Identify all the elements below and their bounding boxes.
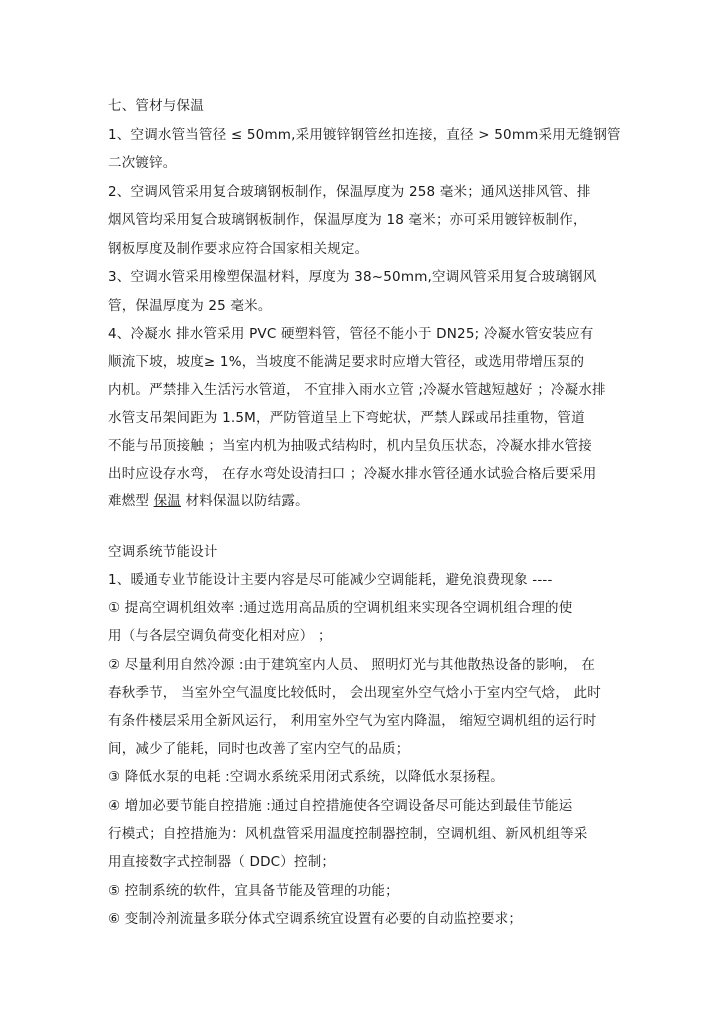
paragraph-line: 1、空调水管当管径 ≤ 50mm,采用镀锌钢管丝扣连接，直径 > 50mm采用无缝钢管: [108, 127, 621, 143]
paragraph-line: 用（与各层空调负荷变化相对应） ；: [108, 628, 332, 644]
paragraph-line: 春秋季节， 当室外空气温度比较低时， 会出现室外空气焓小于室内空气焓， 此时: [108, 685, 601, 701]
paragraph-line: ⑤ 控制系统的软件，宜具备节能及管理的功能；: [108, 883, 399, 899]
paragraph-line: 不能与吊顶接触 ；当室内机为抽吸式结构时，机内呈负压状态，冷凝水排水管接: [108, 438, 592, 454]
underlined-text: 保温: [153, 493, 181, 509]
section-heading-pipes-insulation: 七、管材与保温: [108, 98, 204, 114]
paragraph-line: 二次镀锌。: [108, 155, 177, 171]
paragraph-line: 1、暖通专业节能设计主要内容是尽可能减少空调能耗，避免浪费现象 ----: [108, 572, 553, 588]
paragraph-line: ① 提高空调机组效率 :通过选用高品质的空调机组来实现各空调机组合理的使: [108, 600, 573, 616]
text-run: 材料保温以防结露。: [181, 493, 309, 509]
paragraph-line: 间，减少了能耗，同时也改善了室内空气的品质；: [108, 741, 410, 757]
paragraph-line: 烟风管均采用复合玻璃钢板制作，保温厚度为 18 毫米；亦可采用镀锌板制作，: [108, 212, 587, 228]
paragraph-line: 用直接数字式控制器（ DDC）控制；: [108, 854, 336, 870]
section-heading-energy-saving: 空调系统节能设计: [108, 544, 218, 560]
paragraph-line: 出时应设存水弯， 在存水弯处设清扫口 ；冷凝水排水管径通水试验合格后要采用: [108, 466, 597, 482]
paragraph-line: 行模式；自控措施为：风机盘管采用温度控制器控制，空调机组、新风机组等采: [108, 826, 588, 842]
paragraph-line: 顺流下坡，坡度≥ 1%，当坡度不能满足要求时应增大管径，或选用带增压泵的: [108, 354, 585, 370]
paragraph-line: 2、空调风管采用复合玻璃钢板制作，保温厚度为 258 毫米；通风送排风管、排: [108, 184, 591, 200]
text-run: 难燃型: [108, 493, 154, 509]
paragraph-line: ② 尽量利用自然冷源 :由于建筑室内人员、 照明灯光与其他散热设备的影响， 在: [108, 657, 596, 673]
paragraph-line: 有条件楼层采用全新风运行， 利用室外空气为室内降温， 缩短空调机组的运行时: [108, 713, 597, 729]
paragraph-line: ④ 增加必要节能自控措施 :通过自控措施使各空调设备尽可能达到最佳节能运: [108, 798, 573, 814]
paragraph-line-last: [108, 491, 628, 511]
paragraph-line: 钢板厚度及制作要求应符合国家相关规定。: [108, 241, 369, 257]
paragraph-line: 管，保温厚度为 25 毫米。: [108, 298, 272, 314]
paragraph-line: ③ 降低水泵的电耗 :空调水系统采用闭式系统，以降低水泵扬程。: [108, 769, 504, 785]
paragraph-line: ⑥ 变制冷剂流量多联分体式空调系统宜设置有必要的自动监控要求；: [108, 911, 523, 927]
paragraph-line: 4、冷凝水 排水管采用 PVC 硬塑料管，管径不能小于 DN25; 冷凝水管安装应有: [108, 326, 594, 342]
paragraph-line: 3、空调水管采用橡塑保温材料，厚度为 38~50mm,空调风管采用复合玻璃钢风: [108, 269, 597, 285]
paragraph-line: 水管支吊架间距为 1.5M，严防管道呈上下弯蛇状，严禁人踩或吊挂重物，管道: [108, 410, 585, 426]
paragraph-line: 内机。严禁排入生活污水管道， 不宜排入雨水立管 ;冷凝水管越短越好 ；冷凝水排: [108, 382, 606, 398]
